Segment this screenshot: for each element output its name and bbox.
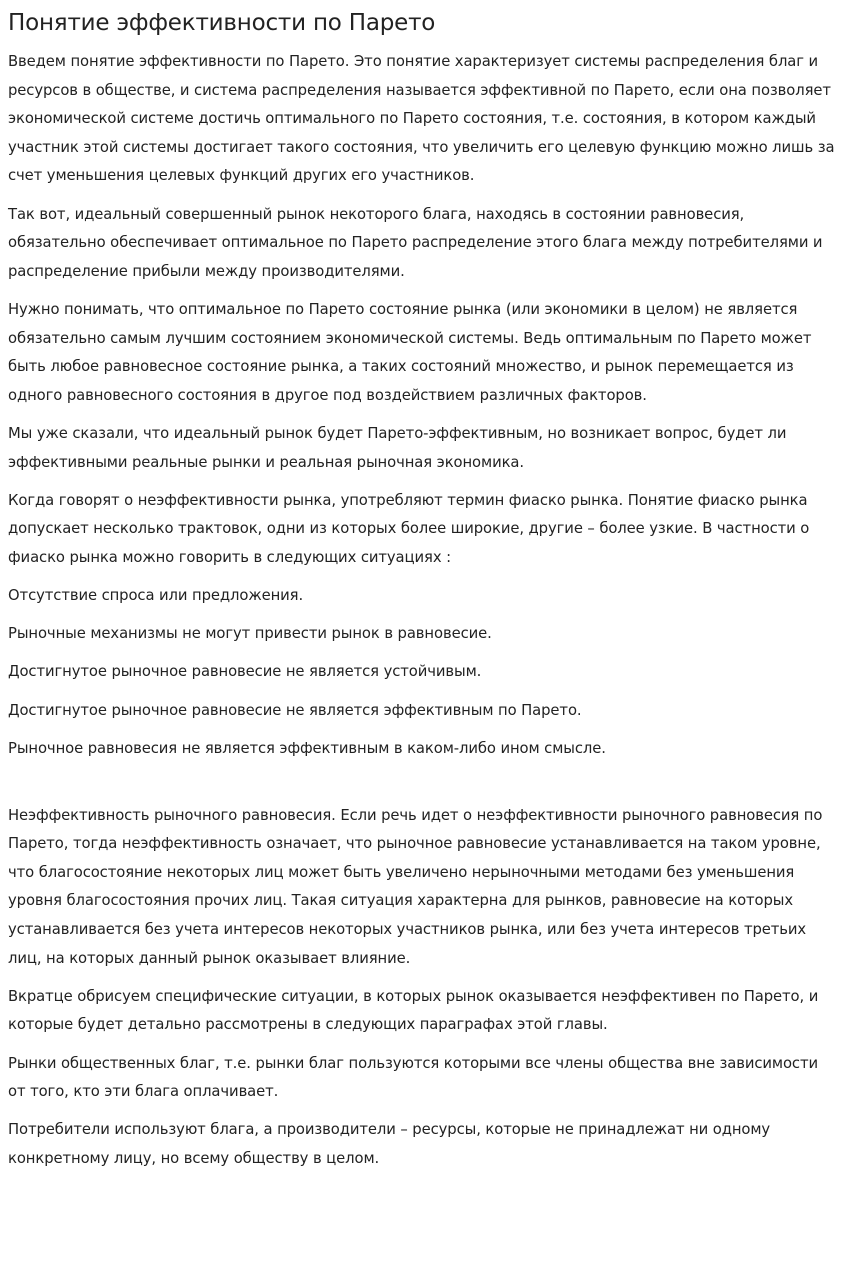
paragraph-optimal-state: Нужно понимать, что оптимальное по Парето состояние рынка (или экономики в целом) не является обязательно самым лучшим состоянием экономической системы. Ведь оптимальным по Парето может быть любое равновесное состояние рынка, а таких состояний множество, и рынок перемещается из одного равновесного состояния в другое под воздействием различных факторов. <box>8 300 812 404</box>
list-item-common-resources: Потребители используют блага, а производители – ресурсы, которые не принадлежат ни одному конкретному лицу, но всему обществу в целом. <box>8 1121 771 1167</box>
list-item-other-inefficient: Рыночное равновесия не является эффективным в каком-либо ином смысле. <box>8 739 606 757</box>
list-item-no-demand: Отсутствие спроса или предложения. <box>8 587 304 605</box>
paragraph-equilibrium-inefficiency: Неэффективность рыночного равновесия. Если речь идет о неэффективности рыночного равновесия по Парето, тогда неэффективность означает, что рыночное равновесие устанавливается на таком уровне, что благосостояние некоторых лиц может быть увеличено нерыночными методами без уменьшения уровня благосостояния прочих лиц. Такая ситуация характерна для рынков, равновесие на которых устанавливается без учета интересов некоторых участников рынка, или без учета интересов третьих лиц, на которых данный рынок оказывает влияние. <box>8 806 823 967</box>
list-item-public-goods: Рынки общественных благ, т.е. рынки благ пользуются которыми все члены общества вне зависимости от того, кто эти блага оплачивает. <box>8 1054 819 1101</box>
paragraph-ideal-market: Так вот, идеальный совершенный рынок некоторого блага, находясь в состоянии равновесия, обязательно обеспечивает оптимальное по Парето распределение этого блага между потребителями и распределение прибыли между производителями. <box>8 205 823 280</box>
blank-line <box>8 773 839 802</box>
list-item-no-equilibrium: Рыночные механизмы не могут привести рынок в равновесие. <box>8 625 492 643</box>
paragraph-pareto-definition: Введем понятие эффективности по Парето. Это понятие характеризует системы распределения благ и ресурсов в обществе, и система распределения называется эффективной по Парето, если она позволяет экономической системе достичь оптимального по Парето состояния, т.е. состояния, в котором каждый участник этой системы достигает такого состояния, что увеличить его целевую функцию можно лишь за счет уменьшения целевых функций других его участников. <box>8 53 835 185</box>
paragraph-real-markets-question: Мы уже сказали, что идеальный рынок будет Парето-эффективным, но возникает вопрос, будет ли эффективными реальные рынки и реальная рыночная экономика. <box>8 424 787 471</box>
list-item-pareto-inefficient: Достигнутое рыночное равновесие не является эффективным по Парето. <box>8 701 582 719</box>
page-title: Понятие эффективности по Парето <box>8 10 436 36</box>
list-item-unstable-equilibrium: Достигнутое рыночное равновесие не является устойчивым. <box>8 663 482 681</box>
paragraph-specific-situations: Вкратце обрисуем специфические ситуации, в которых рынок оказывается неэффективен по Парето, и которые будет детально рассмотрены в следующих параграфах этой главы. <box>8 987 819 1034</box>
paragraph-market-failure: Когда говорят о неэффективности рынка, употребляют термин фиаско рынка. Понятие фиаско рынка допускает несколько трактовок, одни из которых более широкие, другие – более узкие. В частности о фиаско рынка можно говорить в следующих ситуациях : <box>8 491 810 566</box>
